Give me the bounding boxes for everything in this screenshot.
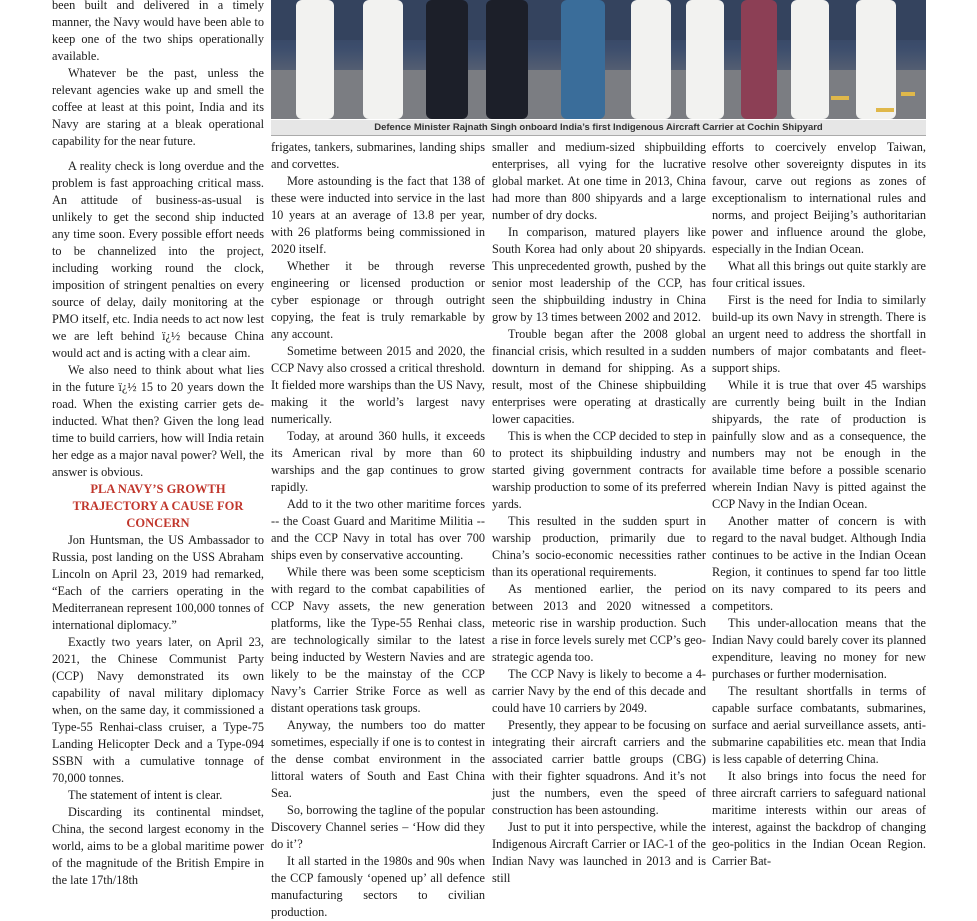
paragraph: Anyway, the numbers too do matter sometimes, especially if one is to contest in the dense combat environment in the littoral waters of South and East China Sea. — [271, 718, 485, 800]
paragraph: More astounding is the fact that 138 of these were inducted into service in the last 10 years at an average of 13.8 per year, with 26 platforms being commissioned in 2020 itself. — [271, 174, 485, 256]
paragraph: In comparison, matured players like South Korea had only about 20 shipyards. This unprecedented growth, pushed by the senior most leadership of the CCP, has seen the shipbuilding industry in China grow by 13 times between 2002 and 2012. — [492, 225, 706, 324]
paragraph: It all started in the 1980s and 90s when the CCP famously ‘opened up’ all defence manufacturing sectors to civilian production. — [271, 854, 485, 919]
paragraph: Sometime between 2015 and 2020, the CCP Navy also crossed a critical threshold. It fielded more warships than the US Navy, making it the world’s largest navy numerically. — [271, 344, 485, 426]
photo-people-illustration — [271, 0, 926, 119]
paragraph: Another matter of concern is with regard to the naval budget. Although India continues to be active in the Indian Ocean Region, it continues to spend far too little on its navy compared to its peers and competitors. — [712, 514, 926, 613]
paragraph: A reality check is long overdue and the problem is fast approaching critical mass. An attitude of business-as-usual is unlikely to get the second ship inducted any time soon. Every possible effort needs to be channelized into the project, including working round the clock, imposition of stringent penalties on every source of delay, daily monitoring at the PMO itself, etc. India needs to act now lest we are left behind ï¿½ because China would act and is acting with a clear aim. — [52, 159, 264, 360]
paragraph: efforts to coercively envelop Taiwan, resolve other sovereignty disputes in its favour, carve out regions as zones of exceptionalism to international rules and norms, and project Beijing’s authoritarian power and influence around the globe, especially in the Indian Ocean. — [712, 140, 926, 256]
paragraph: It also brings into focus the need for three aircraft carriers to safeguard national maritime interests within our areas of interest, against the backdrop of changing geo-politics in the Indian Ocean Region. Carrier Bat- — [712, 769, 926, 868]
article-photo — [271, 0, 926, 119]
column-3 — [492, 139, 706, 887]
paragraph: Whatever be the past, unless the relevant agencies wake up and smell the coffee at least at this point, India and its Navy are staring at a bleak operational capability for the near future. — [52, 66, 264, 148]
paragraph: been built and delivered in a timely manner, the Navy would have been able to keep one of the two ships operationally available. — [52, 0, 264, 63]
paragraph: What all this brings out quite starkly are four critical issues. — [712, 259, 926, 290]
paragraph: Whether it be through reverse engineering or licensed production or cyber espionage or through outright copying, the feat is truly remarkable by any account. — [271, 259, 485, 341]
paragraph: The CCP Navy is likely to become a 4-carrier Navy by the end of this decade and could have 10 carriers by 2049. — [492, 667, 706, 715]
paragraph: First is the need for India to similarly build-up its own Navy in strength. There is an urgent need to address the shortfall in numbers of major combatants and fleet-support ships. — [712, 293, 926, 375]
photo-caption: Defence Minister Rajnath Singh onboard India’s first Indigenous Aircraft Carrier at Cochin Shipyard — [271, 120, 926, 136]
section-heading: PLA NAVY’S GROWTH TRAJECTORY A CAUSE FOR CONCERN — [72, 482, 244, 530]
paragraph: Discarding its continental mindset, China, the second largest economy in the world, aims to be a global maritime power of the magnitude of the British Empire in the late 17th/18th — [52, 805, 264, 887]
paragraph: Jon Huntsman, the US Ambassador to Russia, post landing on the USS Abraham Lincoln on April 23, 2019 had remarked, “Each of the carriers operating in the Mediterranean represent 100,000 tonnes of international diplomacy.” — [52, 533, 264, 632]
paragraph: We also need to think about what lies in the future ï¿½ 15 to 20 years down the road. When the existing carrier gets de-inducted. What then? Given the long lead time to build carriers, how will India retain her edge as a major naval power? Well, the answer is obvious. — [52, 363, 264, 479]
paragraph: Add to it the two other maritime forces -- the Coast Guard and Maritime Militia -- and the CCP Navy in total has over 700 ships even by conservative accounting. — [271, 497, 485, 562]
paragraph: While there was been some scepticism with regard to the combat capabilities of CCP Navy assets, the new generation platforms, like the Type-55 Renhai class, are technologically similar to the latest being inducted by Western Navies and are likely to be the mainstay of the CCP Navy’s Carrier Strike Force as well as distant operations task groups. — [271, 565, 485, 715]
paragraph: The statement of intent is clear. — [68, 788, 223, 802]
paragraph: While it is true that over 45 warships are currently being built in the Indian shipyards, the rate of production is painfully slow and as a consequence, the numbers may not be enough in the available time before a possible scenario wherein Indian Navy is pitted against the CCP Navy in the Indian Ocean. — [712, 378, 926, 511]
column-2 — [271, 139, 485, 921]
paragraph: Trouble began after the 2008 global financial crisis, which resulted in a sudden downturn in demand for shipping. As a result, most of the Chinese shipbuilding enterprises were operating at drastically lower capacities. — [492, 327, 706, 426]
paragraph: This is when the CCP decided to step in to protect its shipbuilding industry and started giving government contracts for warship production to some of its preferred yards. — [492, 429, 706, 511]
paragraph: Just to put it into perspective, while the Indigenous Aircraft Carrier or IAC-1 of the Indian Navy was launched in 2013 and is still — [492, 820, 706, 885]
paragraph: So, borrowing the tagline of the popular Discovery Channel series – ‘How did they do it’? — [271, 803, 485, 851]
column-4 — [712, 139, 926, 870]
paragraph: This resulted in the sudden spurt in warship production, primarily due to China’s socio-economic necessities rather than its operational requirements. — [492, 514, 706, 579]
paragraph: The resultant shortfalls in terms of capable surface combatants, submarines, surface and aerial surveillance assets, anti-submarine capabilities etc. mean that India is less capable of deterring China. — [712, 684, 926, 766]
paragraph: frigates, tankers, submarines, landing ships and corvettes. — [271, 140, 485, 171]
column-1 — [52, 0, 264, 889]
paragraph: Presently, they appear to be focusing on integrating their aircraft carriers and the associated carrier battle groups (CBG) with their fighter squadrons. And it’s not just the numbers, even the speed of construction has been astounding. — [492, 718, 706, 817]
paragraph: Exactly two years later, on April 23, 2021, the Chinese Communist Party (CCP) Navy demonstrated its own capability of naval military diplomacy when, on the same day, it commissioned a Type-55 Renhai-class cruiser, a Type-75 Landing Helicopter Deck and a Type-094 SSBN with a cumulative tonnage of 70,000 tonnes. — [52, 635, 264, 785]
paragraph: This under-allocation means that the Indian Navy could barely cover its planned expenditure, leaving no money for new purchases or further modernisation. — [712, 616, 926, 681]
paragraph: Today, at around 360 hulls, it exceeds its American rival by more than 60 warships and the gap continues to grow rapidly. — [271, 429, 485, 494]
paragraph: As mentioned earlier, the period between 2013 and 2020 witnessed a meteoric rise in warship production. Such a rise in force levels surely met CCP’s geo-strategic agenda too. — [492, 582, 706, 664]
paragraph: smaller and medium-sized shipbuilding enterprises, all vying for the lucrative global market. At one time in 2013, China had more than 800 shipyards and a large number of dry docks. — [492, 140, 706, 222]
